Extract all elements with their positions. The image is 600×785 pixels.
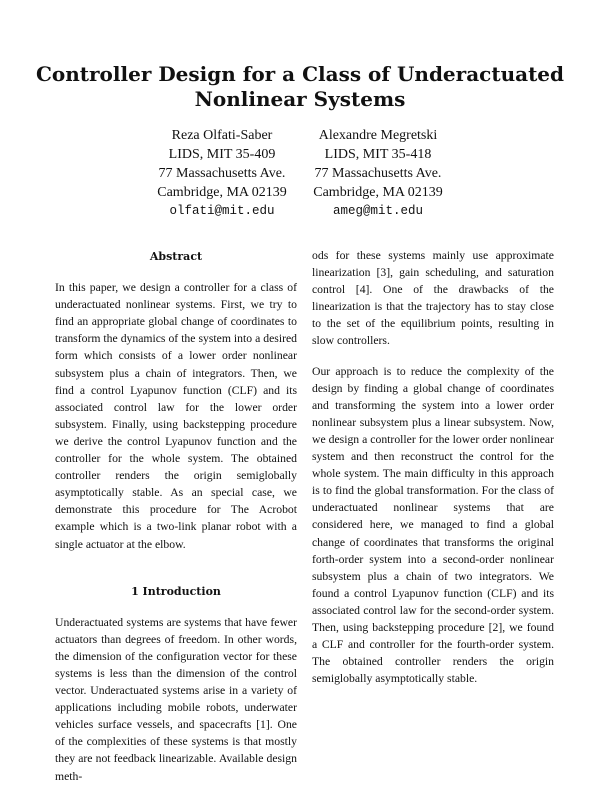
author-address: 77 Massachusetts Ave. <box>314 166 442 181</box>
title-line-2: Nonlinear Systems <box>194 87 406 111</box>
right-column <box>312 247 554 687</box>
intro-paragraph-1-continued: ods for these systems mainly use approximate linearization [3], gain scheduling, and saturation control [4]. One of the drawbacks of the linearization is that the trajectory has to stay close to the set of the equilibrium points, resulting in slow controllers. <box>312 249 554 348</box>
author-address: 77 Massachusetts Ave. <box>158 166 286 181</box>
paper-title <box>0 62 600 112</box>
author-name: Reza Olfati-Saber <box>171 128 273 143</box>
introduction-heading: 1 Introduction <box>131 584 221 598</box>
author-email: olfati@mit.edu <box>169 204 275 218</box>
intro-paragraph-1: Underactuated systems are systems that have fewer actuators than degrees of freedom. In other words, the dimension of the configuration vector for these systems is less than the dimension of the control vector. Underactuated systems arise in a variety of applications including mobile robots, underwater vehicles surface vessels, and spacecrafts [1]. One of the complexities of these systems is that mostly they are not feedback linearizable. Available design meth- <box>55 615 297 783</box>
author-city: Cambridge, MA 02139 <box>157 185 287 200</box>
author-affiliation: LIDS, MIT 35-409 <box>168 147 276 162</box>
abstract-text: In this paper, we design a controller for a class of underactuated nonlinear systems. First, we try to find an appropriate global change of coordinates to transform the dynamics of the system into a desired form which consists of a lower order nonlinear subsystem plus a chain of integrators. Then, we find a control Lyapunov function (CLF) and its associated control law for the lower order subsystem. Finally, using backstepping procedure we derive the control Lyapunov function and the controller for the whole system. The obtained controller renders the origin semiglobally asymptotically stable. As an special case, we demonstrate this procedure for The Acrobot example which is a two-link planar robot with a single actuator at the elbow. <box>55 281 297 551</box>
author-city: Cambridge, MA 02139 <box>313 185 443 200</box>
intro-paragraph-2: Our approach is to reduce the complexity of the design by finding a global change of coordinates and transforming the system into a lower order nonlinear subsystem plus a linear subsystem. Now, we design a controller for the lower order nonlinear system and then reconstruct the control for the whole system. The main difficulty in this approach is to find the global transformation. For the class of underactuated nonlinear systems that are considered here, we managed to find a global change of coordinates that transforms the original forth-order system into a second-order nonlinear subsystem plus a chain of two integrators. We found a control Lyapunov function (CLF) and its associated control law for the second-order system. Then, using backstepping procedure [2], we found a CLF and controller for the fourth-order system. The obtained controller renders the origin semiglobally asymptotically stable. <box>312 364 554 686</box>
left-column <box>55 248 297 785</box>
author-name: Alexandre Megretski <box>318 128 438 143</box>
author-email: ameg@mit.edu <box>332 204 423 218</box>
abstract-heading: Abstract <box>149 250 203 263</box>
title-line-1: Controller Design for a Class of Underactuated <box>35 62 565 86</box>
author-block-2 <box>278 126 478 221</box>
author-affiliation: LIDS, MIT 35-418 <box>324 147 432 162</box>
